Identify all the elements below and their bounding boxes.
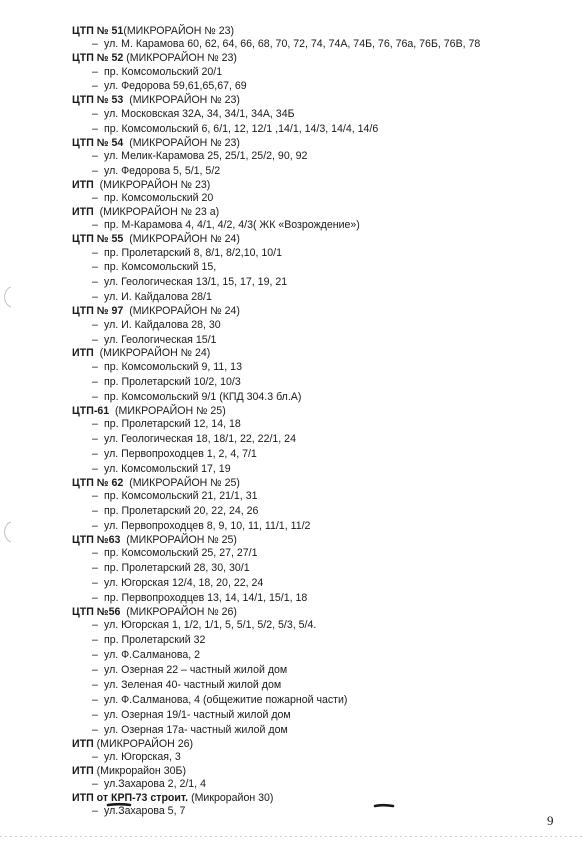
microdistrict-label: (МИКРОРАЙОН № 23) (123, 52, 237, 65)
microdistrict-label: (МИКРОРАЙОН № 23) (93, 178, 211, 191)
dash-bullet: – (92, 447, 98, 460)
group-title (72, 206, 572, 218)
group-title (72, 94, 572, 106)
list-item (72, 107, 572, 122)
heating-point-name: ИТП (72, 737, 94, 750)
microdistrict-label: (МИКРОРАЙОН № 25) (109, 404, 226, 417)
dash-bullet: – (92, 663, 98, 676)
address-text: ул. Московская 32А, 34, 34/1, 34А, 34Б (104, 107, 295, 120)
dash-bullet: – (92, 591, 98, 604)
address-text: пр. Пролетарский 28, 30, 30/1 (104, 561, 250, 574)
list-item (72, 65, 572, 80)
list-item (72, 504, 572, 519)
microdistrict-label: (МИКРОРАЙОН № 25) (120, 533, 237, 546)
heating-point-name: ИТП (72, 764, 94, 777)
dash-bullet: – (92, 417, 98, 430)
address-text: ул. Ф.Салманова, 2 (104, 648, 201, 661)
group-title (72, 738, 572, 750)
list-item (72, 333, 572, 348)
microdistrict-label: (МИКРОРАЙОН № 23 а) (93, 205, 220, 218)
list-item (72, 462, 572, 477)
address-text: пр. Комсомольский 6, 6/1, 12, 12/1 ,14/1, 14/3, 14/4, 14/6 (104, 122, 379, 135)
heating-point-name: ИТП (72, 347, 94, 360)
address-text: ул. Югорская 12/4, 18, 20, 22, 24 (104, 576, 264, 589)
list-item (72, 122, 572, 137)
list-item (72, 375, 572, 390)
dash-bullet: – (92, 619, 98, 632)
address-text: ул. Озерная 19/1- частный жилой дом (104, 708, 291, 721)
list-item (72, 218, 572, 233)
list-item (72, 149, 572, 164)
dash-bullet: – (92, 38, 98, 51)
group-title (72, 347, 572, 359)
microdistrict-label: (МИКРОРАЙОН № 26) (120, 605, 237, 618)
group-title (72, 233, 572, 245)
address-text: пр. Комсомольский 20/1 (104, 65, 223, 78)
page-bottom-edge (0, 836, 582, 837)
address-text: пр. Комсомольский 25, 27, 27/1 (104, 547, 258, 559)
list-item (72, 618, 572, 633)
list-item (72, 546, 572, 561)
list-item (72, 750, 572, 765)
address-text: пр. М-Карамова 4, 4/1, 4/2, 4/3( ЖК «Возрождение») (104, 219, 360, 232)
heating-point-name: ЦТП №56 (72, 605, 121, 618)
list-item (72, 708, 572, 723)
group-title (72, 477, 572, 489)
heating-point-name: ЦТП №63 (72, 533, 121, 546)
heating-point-name: ИТП (72, 205, 94, 218)
address-text: пр. Комсомольский 9/1 (КПД 304.3 бл.А) (104, 390, 302, 403)
address-text: ул. Зеленая 40- частный жилой дом (104, 678, 282, 691)
address-text: пр. Пролетарский 20, 22, 24, 26 (104, 504, 259, 517)
address-text: ул. Комсомольский 17, 19 (104, 462, 231, 475)
heating-point-name: ЦТП № 97 (72, 305, 124, 318)
list-item (72, 318, 572, 333)
heating-point-name: ИТП от КРП-73 строит. (72, 792, 189, 805)
address-text: ул. Югорская, 3 (104, 750, 181, 763)
list-item (72, 275, 572, 290)
heating-points-list (72, 25, 572, 819)
list-item (72, 723, 572, 738)
dash-bullet: – (92, 360, 98, 373)
address-text: ул.Захарова 5, 7 (104, 805, 186, 818)
list-item (72, 246, 572, 261)
dash-bullet: – (92, 390, 98, 403)
microdistrict-label: (МИКРОРАЙОН № 23) (123, 94, 240, 107)
dash-bullet: – (92, 489, 98, 502)
dash-bullet: – (92, 333, 98, 346)
list-item (72, 360, 572, 375)
dash-bullet: – (92, 192, 98, 205)
dash-bullet: – (92, 246, 98, 259)
address-text: ул. М. Карамова 60, 62, 64, 66, 68, 70, 72, 74, 74А, 74Б, 76, 76а, 76Б, 76В, 78 (104, 38, 481, 51)
heating-point-name: ЦТП № 54 (72, 136, 124, 149)
address-text: пр. Комсомольский 21, 21/1, 31 (104, 489, 258, 502)
dash-bullet: – (92, 750, 98, 763)
heating-point-name: ЦТП № 53 (72, 94, 124, 107)
address-text: пр. Комсомольский 9, 11, 13 (104, 360, 242, 373)
dash-bullet: – (92, 648, 98, 661)
group-title (72, 305, 572, 317)
heating-point-name: ЦТП № 52 (72, 52, 124, 65)
list-item (72, 693, 572, 708)
dash-bullet: – (92, 693, 98, 706)
address-text: ул.Захарова 2, 2/1, 4 (104, 778, 206, 791)
microdistrict-label: (Микрорайон 30) (188, 792, 274, 805)
address-text: ул. Югорская 1, 1/2, 1/1, 5, 5/1, 5/2, 5/3, 5/4. (104, 619, 317, 632)
list-item (72, 432, 572, 447)
address-text: ул. Мелик-Карамова 25, 25/1, 25/2, 90, 92 (104, 149, 308, 162)
address-text: ул. Федорова 5, 5/1, 5/2 (104, 164, 221, 177)
list-item (72, 417, 572, 432)
address-text: пр. Комсомольский 20 (104, 192, 214, 205)
address-text: ул. Федорова 59,61,65,67, 69 (104, 80, 247, 93)
dash-bullet: – (92, 107, 98, 120)
address-text: ул. Геологическая 18, 18/1, 22, 22/1, 24 (104, 432, 296, 445)
binder-hole-mark-top (0, 286, 12, 308)
list-item (72, 663, 572, 678)
scan-stroke-mark-left (106, 801, 132, 809)
address-text: пр. Пролетарский 10/2, 10/3 (104, 375, 241, 388)
group-title (72, 179, 572, 191)
microdistrict-label: (МИКРОРАЙОН № 24) (123, 233, 240, 246)
list-item (72, 164, 572, 179)
list-item (72, 591, 572, 606)
dash-bullet: – (92, 276, 98, 289)
list-item (72, 561, 572, 576)
microdistrict-label: (МИКРОРАЙОН 26) (93, 737, 194, 750)
list-item (72, 489, 572, 504)
list-item (72, 447, 572, 462)
microdistrict-label: (Микрорайон 30Б) (93, 764, 186, 777)
scan-stroke-mark-right (373, 802, 395, 810)
address-text: ул. Первопроходцев 8, 9, 10, 11, 11/1, 11/2 (104, 519, 311, 532)
list-item (72, 290, 572, 305)
heating-point-name: ЦТП № 55 (72, 233, 124, 246)
list-item (72, 777, 572, 792)
heating-point-name: ИТП (72, 178, 94, 191)
list-item (72, 519, 572, 534)
dash-bullet: – (92, 561, 98, 574)
list-item (72, 804, 572, 819)
list-item (72, 576, 572, 591)
list-item (72, 191, 572, 206)
list-item (72, 79, 572, 94)
heating-point-name: ЦТП № 51 (72, 25, 124, 37)
microdistrict-label: (МИКРОРАЙОН № 23) (123, 136, 240, 149)
dash-bullet: – (92, 375, 98, 388)
dash-bullet: – (92, 318, 98, 331)
list-item (72, 260, 572, 275)
address-text: ул. Озерная 17а- частный жилой дом (104, 723, 288, 736)
list-item (72, 37, 572, 52)
heating-point-name: ЦТП № 62 (72, 476, 124, 489)
dash-bullet: – (92, 576, 98, 589)
dash-bullet: – (92, 633, 98, 646)
dash-bullet: – (92, 219, 98, 232)
microdistrict-label: (МИКРОРАЙОН № 25) (123, 476, 240, 489)
dash-bullet: – (92, 65, 98, 78)
address-text: пр. Комсомольский 15, (104, 261, 217, 274)
group-title (72, 25, 572, 37)
dash-bullet: – (92, 504, 98, 517)
group-title (72, 765, 572, 777)
address-text: пр. Первопроходцев 13, 14, 14/1, 15/1, 18 (104, 591, 308, 604)
dash-bullet: – (92, 778, 98, 791)
address-text: ул. Озерная 22 – частный жилой дом (104, 663, 288, 676)
list-item (72, 648, 572, 663)
microdistrict-label: (МИКРОРАЙОН № 24) (123, 305, 240, 318)
group-title (72, 606, 572, 618)
dash-bullet: – (92, 261, 98, 274)
binder-hole-mark-bottom (0, 521, 12, 543)
address-text: ул. И. Кайдалова 28, 30 (104, 318, 221, 331)
address-text: ул. Геологическая 13/1, 15, 17, 19, 21 (104, 276, 288, 289)
group-title (72, 52, 572, 64)
dash-bullet: – (92, 291, 98, 304)
group-title (72, 534, 572, 546)
dash-bullet: – (92, 547, 98, 559)
dash-bullet: – (92, 122, 98, 135)
dash-bullet: – (92, 164, 98, 177)
address-text: ул. Ф.Салманова, 4 (общежитие пожарной части) (104, 693, 348, 706)
group-title (72, 137, 572, 149)
dash-bullet: – (92, 80, 98, 93)
dash-bullet: – (92, 462, 98, 475)
dash-bullet: – (92, 708, 98, 721)
microdistrict-label: (МИКРОРАЙОН № 23) (123, 25, 235, 37)
list-item (72, 390, 572, 405)
dash-bullet: – (92, 678, 98, 691)
heating-point-name: ЦТП-61 (72, 404, 110, 417)
address-text: ул. Геологическая 15/1 (104, 333, 217, 346)
address-text: пр. Пролетарский 8, 8/1, 8/2,10, 10/1 (104, 246, 282, 259)
dash-bullet: – (92, 149, 98, 162)
dash-bullet: – (92, 432, 98, 445)
address-text: ул. Первопроходцев 1, 2, 4, 7/1 (104, 447, 257, 460)
address-text: пр. Пролетарский 12, 14, 18 (104, 417, 241, 430)
address-text: ул. И. Кайдалова 28/1 (104, 291, 212, 304)
microdistrict-label: (МИКРОРАЙОН № 24) (93, 347, 211, 360)
group-title (72, 792, 572, 804)
page-number: 9 (547, 813, 554, 828)
list-item (72, 633, 572, 648)
address-text: пр. Пролетарский 32 (104, 633, 206, 646)
list-item (72, 678, 572, 693)
dash-bullet: – (92, 723, 98, 736)
dash-bullet: – (92, 519, 98, 532)
group-title (72, 405, 572, 417)
dash-bullet: – (92, 805, 98, 818)
